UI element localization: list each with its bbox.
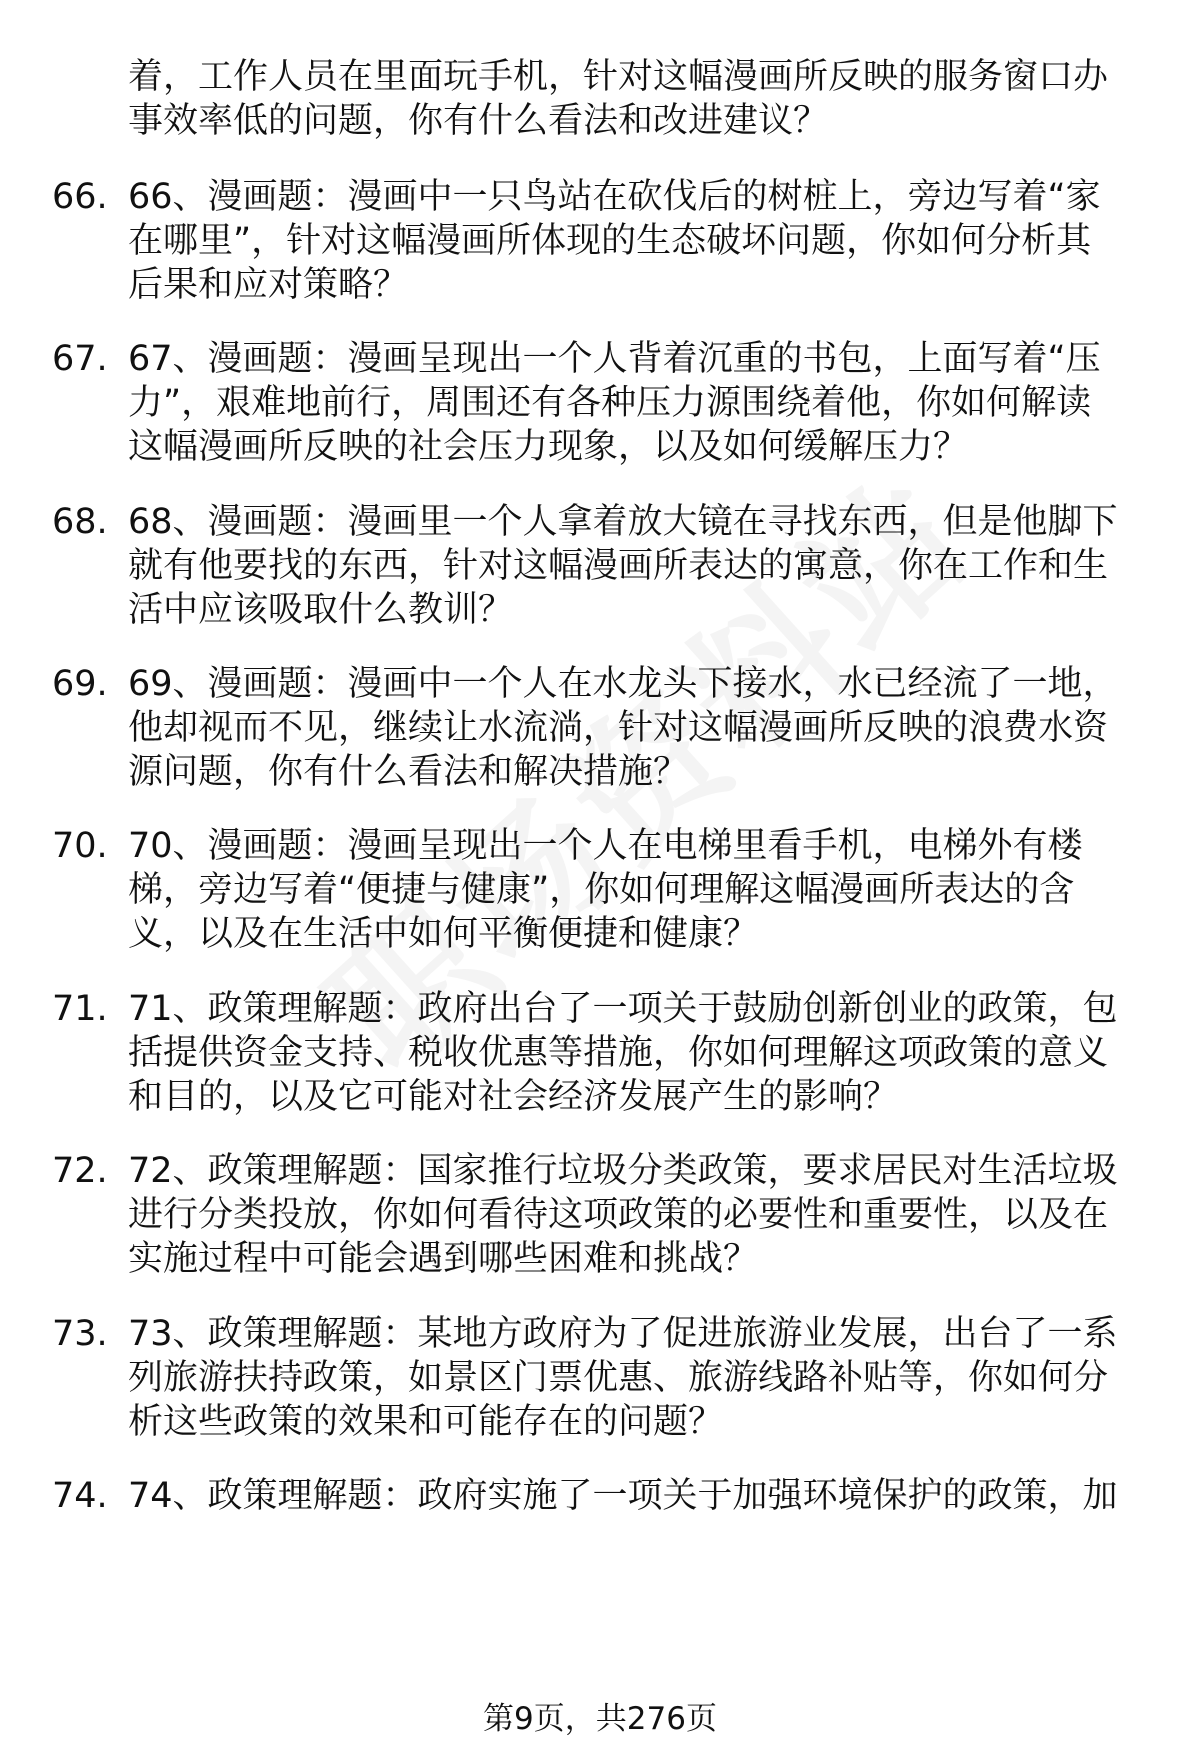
question-number: 66. bbox=[52, 177, 108, 217]
text-line: 就有他要找的东西，针对这幅漫画所表达的寓意，你在工作和生 bbox=[128, 546, 1109, 586]
text-line: 在哪里”，针对这幅漫画所体现的生态破坏问题，你如何分析其 bbox=[128, 221, 1092, 261]
text-line: 梯，旁边写着“便捷与健康”，你如何理解这幅漫画所表达的含 bbox=[128, 870, 1075, 910]
text-line: 和目的，以及它可能对社会经济发展产生的影响？ bbox=[128, 1077, 899, 1117]
text-line: 括提供资金支持、税收优惠等措施，你如何理解这项政策的意义 bbox=[128, 1033, 1109, 1073]
question-number: 71. bbox=[52, 989, 108, 1029]
text-line: 这幅漫画所反映的社会压力现象，以及如何缓解压力？ bbox=[128, 427, 969, 467]
text-line: 进行分类投放，你如何看待这项政策的必要性和重要性，以及在 bbox=[128, 1195, 1109, 1235]
text-line: 67、漫画题：漫画呈现出一个人背着沉重的书包，上面写着“压 bbox=[128, 339, 1101, 379]
text-line: 后果和应对策略？ bbox=[128, 265, 409, 305]
question-number: 69. bbox=[52, 664, 108, 704]
text-line: 实施过程中可能会遇到哪些困难和挑战？ bbox=[128, 1239, 759, 1279]
text-line: 70、漫画题：漫画呈现出一个人在电梯里看手机，电梯外有楼 bbox=[128, 826, 1083, 866]
page-number-footer: 第9页，共276页 bbox=[483, 1701, 717, 1737]
text-line: 力”，艰难地前行，周围还有各种压力源围绕着他，你如何解读 bbox=[128, 383, 1092, 423]
text-line: 活中应该吸取什么教训？ bbox=[128, 590, 514, 630]
question-number: 70. bbox=[52, 826, 108, 866]
text-line: 他却视而不见，继续让水流淌，针对这幅漫画所反映的浪费水资 bbox=[128, 708, 1109, 748]
text-line: 74、政策理解题：政府实施了一项关于加强环境保护的政策，加 bbox=[128, 1476, 1118, 1516]
text-line: 73、政策理解题：某地方政府为了促进旅游业发展，出台了一系 bbox=[128, 1314, 1118, 1354]
question-number: 72. bbox=[52, 1151, 108, 1191]
text-line: 66、漫画题：漫画中一只鸟站在砍伐后的树桩上，旁边写着“家 bbox=[128, 177, 1101, 217]
text-line: 72、政策理解题：国家推行垃圾分类政策，要求居民对生活垃圾 bbox=[128, 1151, 1118, 1191]
question-number: 67. bbox=[52, 339, 108, 379]
text-line: 事效率低的问题，你有什么看法和改进建议？ bbox=[128, 101, 829, 141]
text-line: 源问题，你有什么看法和解决措施？ bbox=[128, 752, 689, 792]
text-line: 列旅游扶持政策，如景区门票优惠、旅游线路补贴等，你如何分 bbox=[128, 1358, 1109, 1398]
text-line: 着，工作人员在里面玩手机，针对这幅漫画所反映的服务窗口办 bbox=[128, 57, 1109, 97]
text-line: 69、漫画题：漫画中一个人在水龙头下接水，水已经流了一地， bbox=[128, 664, 1118, 704]
text-line: 析这些政策的效果和可能存在的问题？ bbox=[128, 1402, 724, 1442]
question-number: 73. bbox=[52, 1314, 108, 1354]
text-line: 71、政策理解题：政府出台了一项关于鼓励创新创业的政策，包 bbox=[128, 989, 1118, 1029]
question-number: 68. bbox=[52, 502, 108, 542]
text-line: 义，以及在生活中如何平衡便捷和健康？ bbox=[128, 914, 759, 954]
text-line: 68、漫画题：漫画里一个人拿着放大镜在寻找东西，但是他脚下 bbox=[128, 502, 1118, 542]
question-number: 74. bbox=[52, 1476, 108, 1516]
